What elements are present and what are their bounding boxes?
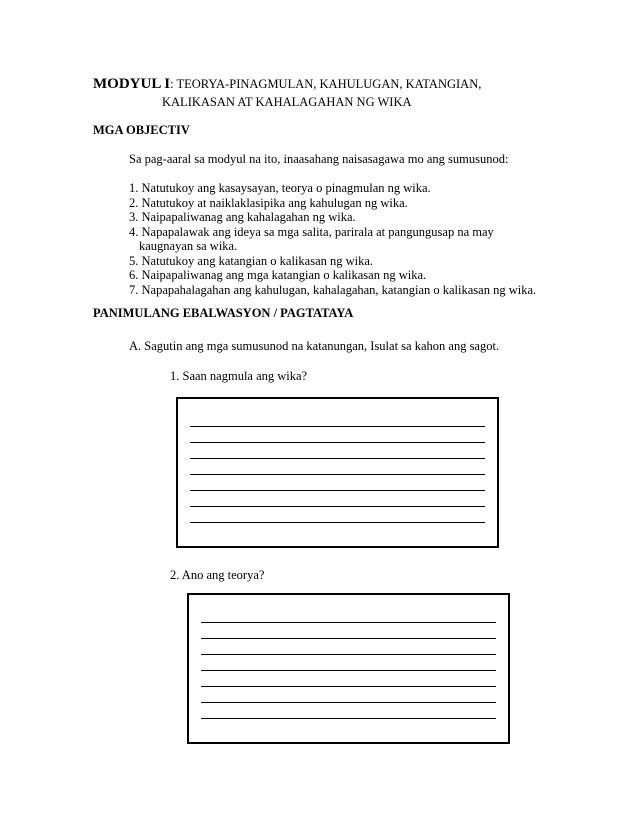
module-title-line2: KALIKASAN AT KAHALAGAHAN NG WIKA <box>162 95 412 109</box>
answer-box-1[interactable] <box>176 397 499 548</box>
answer-line <box>190 522 485 523</box>
objective-item: 6. Naipapaliwanag ang mga katangian o kalikasan ng wika. <box>129 268 427 282</box>
answer-line <box>201 718 496 719</box>
objective-item: 7. Napapahalagahan ang kahulugan, kahalagahan, katangian o kalikasan ng wika. <box>129 282 537 297</box>
module-title <box>93 76 481 93</box>
answer-line <box>190 442 485 443</box>
answer-line <box>201 702 496 703</box>
module-title-line1: : TEORYA-PINAGMULAN, KAHULUGAN, KATANGIAN, <box>170 77 482 91</box>
answer-line <box>201 686 496 687</box>
objective-item: 4. Napapalawak ang ideya sa mga salita, parirala at pangungusap na may kaugnayan sa wika. <box>129 224 494 253</box>
answer-line <box>190 474 485 475</box>
objective-item: 3. Naipapaliwanag ang kahalagahan ng wika. <box>129 210 356 224</box>
question-2: 2. Ano ang teorya? <box>170 568 265 582</box>
answer-box-2[interactable] <box>187 593 510 744</box>
answer-line <box>201 638 496 639</box>
answer-line <box>190 490 485 491</box>
answer-line <box>201 622 496 623</box>
objectives-intro: Sa pag-aaral sa modyul na ito, inaasahang naisasagawa mo ang sumusunod: <box>129 152 509 166</box>
answer-line <box>190 506 485 507</box>
answer-line <box>190 426 485 427</box>
objective-item: 1. Natutukoy ang kasaysayan, teorya o pinagmulan ng wika. <box>129 181 431 195</box>
objectives-heading: MGA OBJECTIV <box>93 123 190 137</box>
question-1: 1. Saan nagmula ang wika? <box>170 369 308 383</box>
objective-item: 5. Natutukoy ang katangian o kalikasan ng wika. <box>129 253 374 268</box>
module-label: MODYUL I <box>93 76 171 92</box>
answer-line <box>201 670 496 671</box>
answer-line <box>201 654 496 655</box>
assessment-heading: PANIMULANG EBALWASYON / PAGTATAYA <box>93 306 354 320</box>
objective-item: 2. Natutukoy at naiklaklasipika ang kahulugan ng wika. <box>129 195 408 210</box>
objectives-list <box>129 181 549 297</box>
answer-line <box>190 458 485 459</box>
assessment-instruction: A. Sagutin ang mga sumusunod na katanungan, Isulat sa kahon ang sagot. <box>129 339 500 353</box>
